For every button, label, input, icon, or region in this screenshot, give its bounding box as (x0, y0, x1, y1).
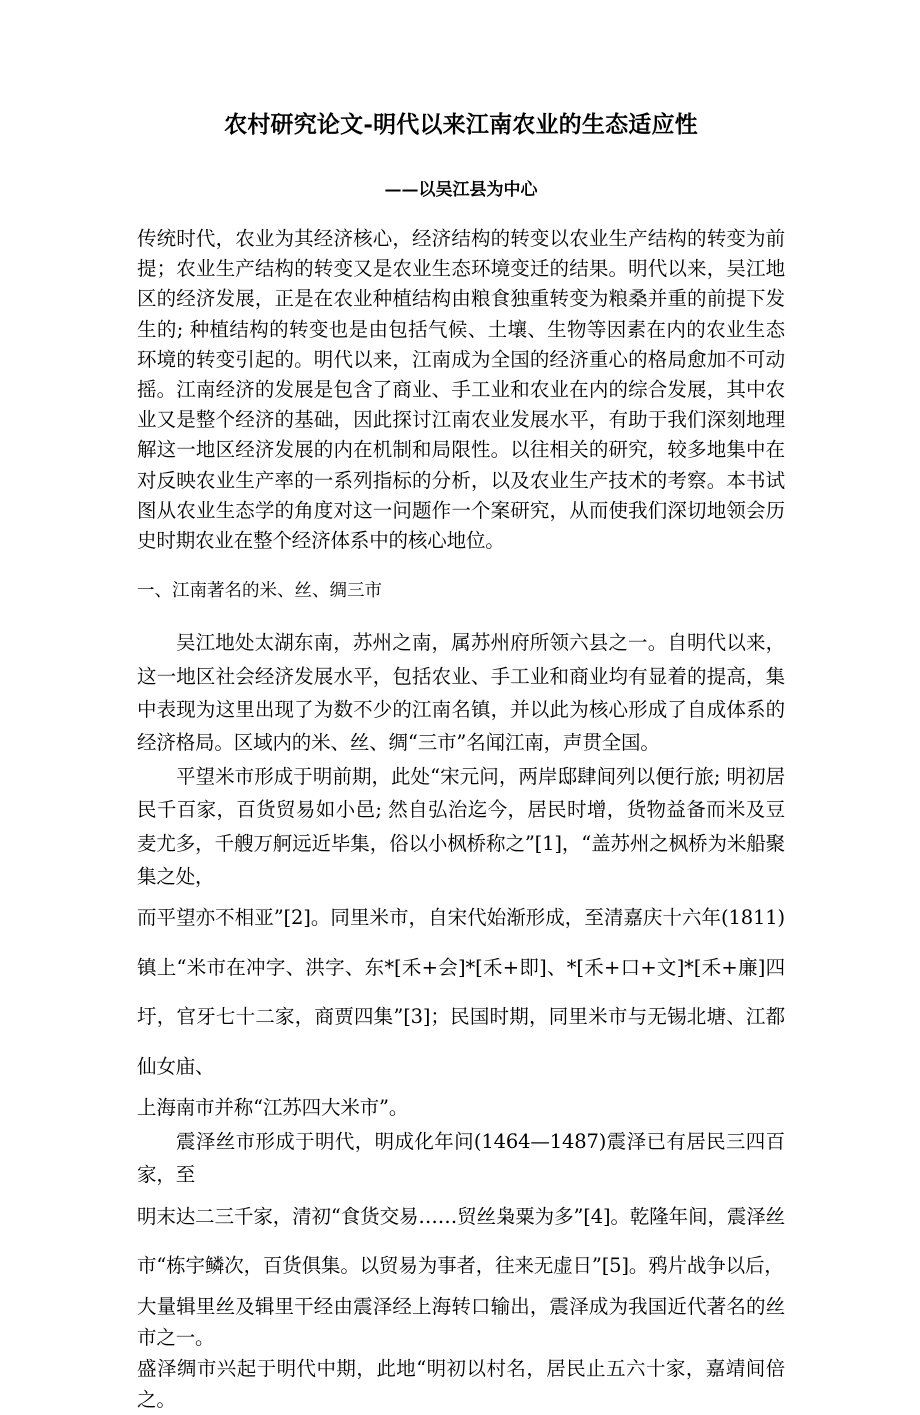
page-title: 农村研究论文-明代以来江南农业的生态适应性 (224, 111, 698, 138)
paragraph-tongli-rice-market: 而平望亦不相亚”[2]。同里米市，自宋代始渐形成，至清嘉庆十六年(1811)镇上“米市在冲字、洪字、东*[禾+会]*[禾+即]、*[禾+口+文]*[禾+廉]四圩，官牙七十二家，商贾四集”[3]；民国时期，同里米市与无锡北塘、江都仙女庙、 (137, 906, 785, 1078)
paragraph-zhenze-silk-market: 震泽丝市形成于明代，明成化年问(1464—1487)震泽已有居民三四百家，至 (137, 1129, 785, 1187)
paragraph-four-rice-markets: 上海南市并称“江苏四大米市”。 (137, 1096, 409, 1120)
paragraph-zhenze-qing-dynasty: 明末达二三千家，清初“食货交易……贸丝枭粟为多”[4]。乾隆年间，震泽丝市“栋宇鳞次，百货俱集。以贸易为事者，往来无虚日”[5]。鸦片战争以后， (137, 1204, 785, 1278)
document-subtitle: ——以吴江县为中心 (384, 180, 538, 200)
paragraph-pingwang-rice-market: 平望米市形成于明前期，此处“宋元问，两岸邸肆间列以便行旅; 明初居民千百家，百货贸易如小邑; 然自弘治迄今，居民时增，货物益备而米及豆麦尤多，千艘万舸远近毕集，俗以小枫桥称之”[1]，“盖苏州之枫桥为米船聚集之处， (137, 764, 785, 889)
section-heading-one: 一、江南著名的米、丝、绸三市 (137, 581, 382, 602)
paragraph-shengze-silk-fabric-market: 盛泽绸市兴起于明代中期，此地“明初以村名，居民止五六十家，嘉靖间倍之。 (137, 1356, 785, 1411)
document-content (137, 0, 785, 1415)
spacer-heading-body (137, 604, 785, 626)
paragraph-wujiang-overview: 吴江地处太湖东南，苏州之南，属苏州府所领六县之一。自明代以来，这一地区社会经济发展水平，包括农业、手工业和商业均有显着的提高，集中表现为这里出现了为数不少的江南名镇，并以此为核心形成了自成体系的经济格局。区域内的米、丝、绸“三市”名闻江南，声贯全国。 (137, 631, 785, 755)
spacer-title-body (137, 202, 785, 224)
spacer-intro-heading (137, 556, 785, 578)
paragraph-zhenze-modern-silk: 大量辑里丝及辑里干经由震泽经上海转口输出，震泽成为我国近代著名的丝市之一。 (137, 1294, 785, 1349)
intro-paragraph: 传统时代，农业为其经济核心，经济结构的转变以农业生产结构的转变为前提；农业生产结构的转变又是农业生态环境变迁的结果。明代以来，吴江地区的经济发展，正是在农业种植结构由粮食独重转变为粮桑并重的前提下发生的; 种植结构的转变也是由包括气候、土壤、生物等因素在内的农业生态环境的转变引起的。明代以来，江南成为全国的经济重心的格局愈加不可动摇。江南经济的发展是包含了商业、手工业和农业在内的综合发展，其中农业又是整个经济的基础，因此探讨江南农业发展水平，有助于我们深刻地理解这一地区经济发展的内在机制和局限性。以往相关的研究，较多地集中在对反映农业生产率的一系列指标的分析，以及农业生产技术的考察。本书试图从农业生态学的角度对这一问题作一个案研究，从而使我们深切地领会历史时期农业在整个经济体系中的核心地位。 (137, 227, 785, 553)
